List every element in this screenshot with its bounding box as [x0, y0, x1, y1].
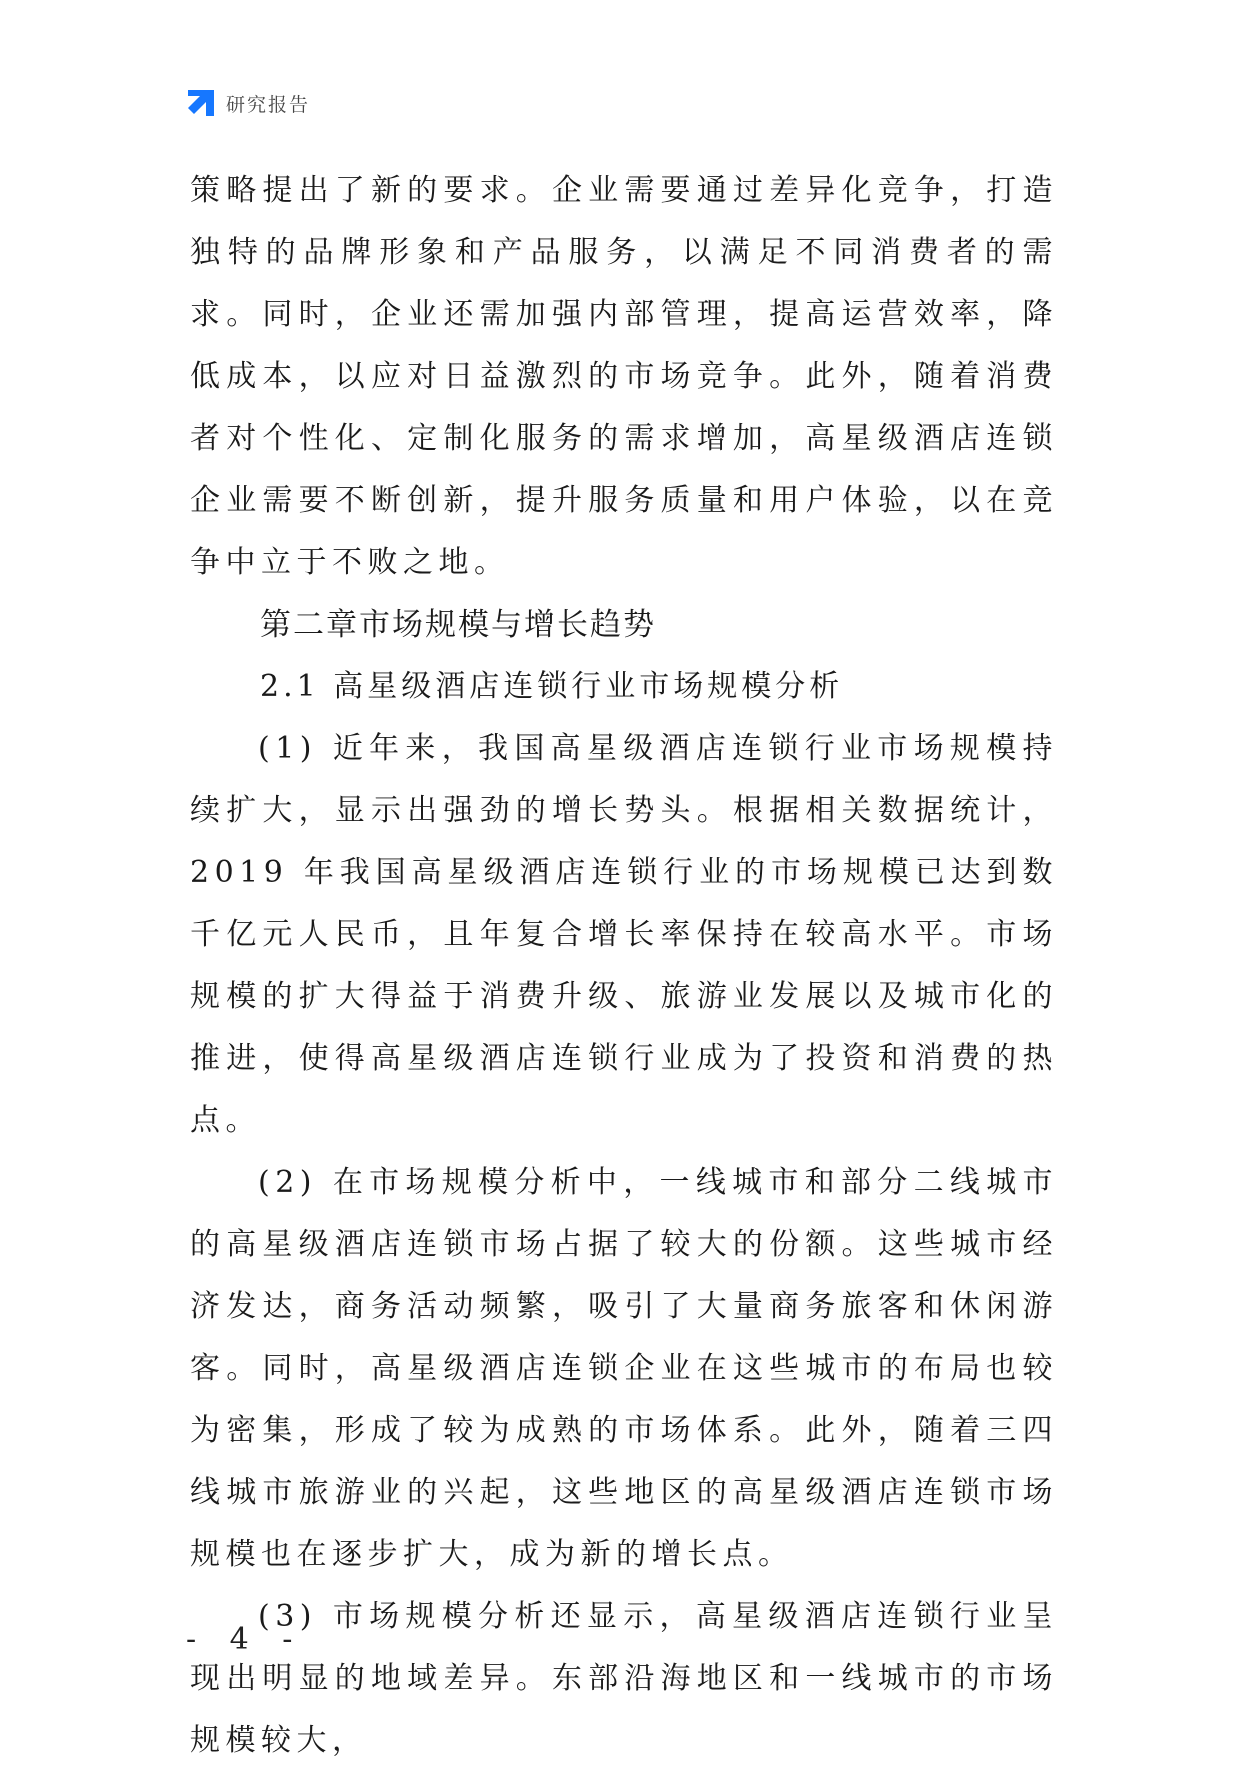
paragraph-2: (2) 在市场规模分析中，一线城市和部分二线城市的高星级酒店连锁市场占据了较大的份额。这些城市经济发达，商务活动频繁，吸引了大量商务旅客和休闲游客。同时，高星级酒店连锁企业在这些城市的布局也较为密集，形成了较为成熟的市场体系。此外，随着三四线城市旅游业的兴起，这些地区的高星级酒店连锁市场规模也在逐步扩大，成为新的增长点。	[190, 1165, 1058, 1572]
section-title: 2.1 高星级酒店连锁行业市场规模分析	[260, 669, 844, 704]
paragraph-3: (3) 市场规模分析还显示，高星级酒店连锁行业呈现出明显的地域差异。东部沿海地区和一线城市的市场规模较大，	[190, 1599, 1058, 1758]
page-number: - 4 -	[186, 1622, 305, 1657]
arrow-logo-icon	[186, 88, 216, 118]
chapter-title: 第二章市场规模与增长趋势	[260, 607, 656, 643]
paragraph-continuation: 策略提出了新的要求。企业需要通过差异化竞争，打造独特的品牌形象和产品服务，以满足不同消费者的需求。同时，企业还需加强内部管理，提高运营效率，降低成本，以应对日益激烈的市场竞争。此外，随着消费者对个性化、定制化服务的需求增加，高星级酒店连锁企业需要不断创新，提升服务质量和用户体验，以在竞争中立于不败之地。	[190, 173, 1058, 580]
document-body	[190, 160, 1058, 1772]
report-header	[186, 88, 310, 118]
header-label: 研究报告	[226, 93, 311, 116]
paragraph-1: (1) 近年来，我国高星级酒店连锁行业市场规模持续扩大，显示出强劲的增长势头。根据相关数据统计，2019 年我国高星级酒店连锁行业的市场规模已达到数千亿元人民币，且年复合增长率保持在较高水平。市场规模的扩大得益于消费升级、旅游业发展以及城市化的推进，使得高星级酒店连锁行业成为了投资和消费的热点。	[190, 731, 1058, 1138]
